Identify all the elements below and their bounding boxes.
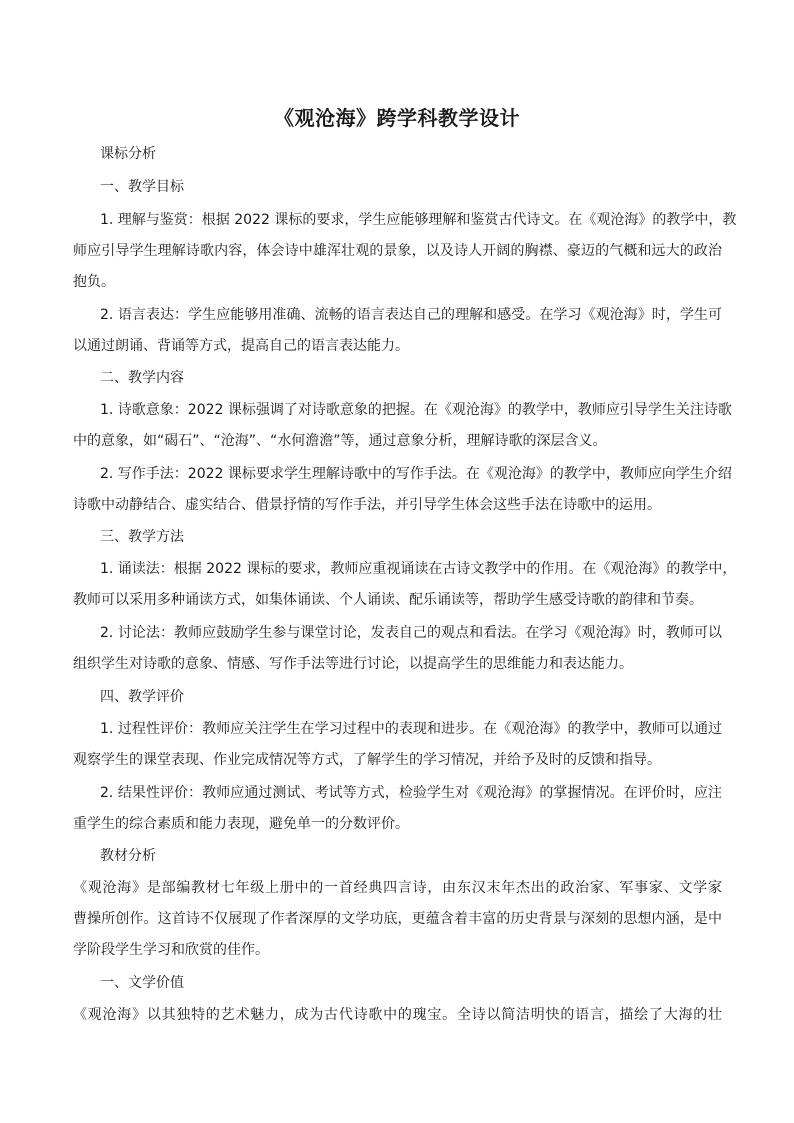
paragraph-line: 2. 语言表达：学生应能够用准确、流畅的语言表达自己的理解和感受。在学习《观沧海》时，学生可 — [100, 307, 722, 323]
section-heading-curriculum-analysis: 课标分析 — [100, 146, 156, 162]
document-title: 《观沧海》跨学科教学设计 — [274, 106, 520, 130]
subsection-heading-teaching-goals: 一、教学目标 — [100, 179, 184, 195]
paragraph-line: 中的意象，如“碣石”、“沧海”、“水何澹澹”等，通过意象分析，理解诗歌的深层含义。 — [73, 433, 607, 449]
subsection-heading-teaching-evaluation: 四、教学评价 — [100, 689, 184, 705]
paragraph-line: 2. 讨论法：教师应鼓励学生参与课堂讨论，发表自己的观点和看法。在学习《观沧海》时，教师可以 — [100, 625, 722, 641]
subsection-heading-teaching-methods: 三、教学方法 — [100, 529, 184, 545]
paragraph-line: 重学生的综合素质和能力表现，避免单一的分数评价。 — [73, 816, 409, 832]
paragraph-line: 2. 写作手法：2022 课标要求学生理解诗歌中的写作手法。在《观沧海》的教学中，教师应向学生介绍 — [100, 466, 732, 482]
paragraph-line: 观察学生的课堂表现、作业完成情况等方式，了解学生的学习情况，并给予及时的反馈和指导。 — [73, 752, 661, 768]
paragraph-line: 2. 结果性评价：教师应通过测试、考试等方式，检验学生对《观沧海》的掌握情况。在评价时，应注 — [100, 785, 722, 801]
paragraph-line: 曹操所创作。这首诗不仅展现了作者深厚的文学功底，更蕴含着丰富的历史背景与深刻的思想内涵，是中 — [73, 911, 722, 927]
paragraph-line: 以通过朗诵、背诵等方式，提高自己的语言表达能力。 — [73, 338, 409, 354]
paragraph-line: 1. 诵读法：根据 2022 课标的要求，教师应重视诵读在古诗文教学中的作用。在《观沧海》的教学中， — [100, 561, 737, 577]
paragraph-line: 1. 理解与鉴赏：根据 2022 课标的要求，学生应能够理解和鉴赏古代诗文。在《观沧海》的教学中，教 — [100, 212, 737, 228]
paragraph-line: 《观沧海》是部编教材七年级上册中的一首经典四言诗，由东汉末年杰出的政治家、军事家、文学家 — [73, 880, 722, 896]
paragraph-line: 《观沧海》以其独特的艺术魅力，成为古代诗歌中的瑰宝。全诗以简洁明快的语言，描绘了大海的壮 — [73, 1007, 722, 1023]
paragraph-line: 学阶段学生学习和欣赏的佳作。 — [73, 942, 269, 958]
subsection-heading-teaching-content: 二、教学内容 — [100, 370, 184, 386]
section-heading-textbook-analysis: 教材分析 — [100, 848, 156, 864]
subsection-heading-literary-value: 一、文学价值 — [100, 975, 184, 991]
paragraph-line: 1. 过程性评价：教师应关注学生在学习过程中的表现和进步。在《观沧海》的教学中，教师可以通过 — [100, 721, 722, 737]
paragraph-line: 组织学生对诗歌的意象、情感、写作手法等进行讨论，以提高学生的思维能力和表达能力。 — [73, 656, 633, 672]
paragraph-line: 教师可以采用多种诵读方式，如集体诵读、个人诵读、配乐诵读等，帮助学生感受诗歌的韵律和节奏。 — [73, 592, 703, 608]
paragraph-line: 1. 诗歌意象：2022 课标强调了对诗歌意象的把握。在《观沧海》的教学中，教师应引导学生关注诗歌 — [100, 402, 732, 418]
paragraph-line: 诗歌中动静结合、虚实结合、借景抒情的写作手法，并引导学生体会这些手法在诗歌中的运用。 — [73, 497, 661, 513]
paragraph-line: 抱负。 — [73, 274, 115, 290]
paragraph-line: 师应引导学生理解诗歌内容，体会诗中雄浑壮观的景象，以及诗人开阔的胸襟、豪迈的气概和远大的政治 — [73, 243, 722, 259]
